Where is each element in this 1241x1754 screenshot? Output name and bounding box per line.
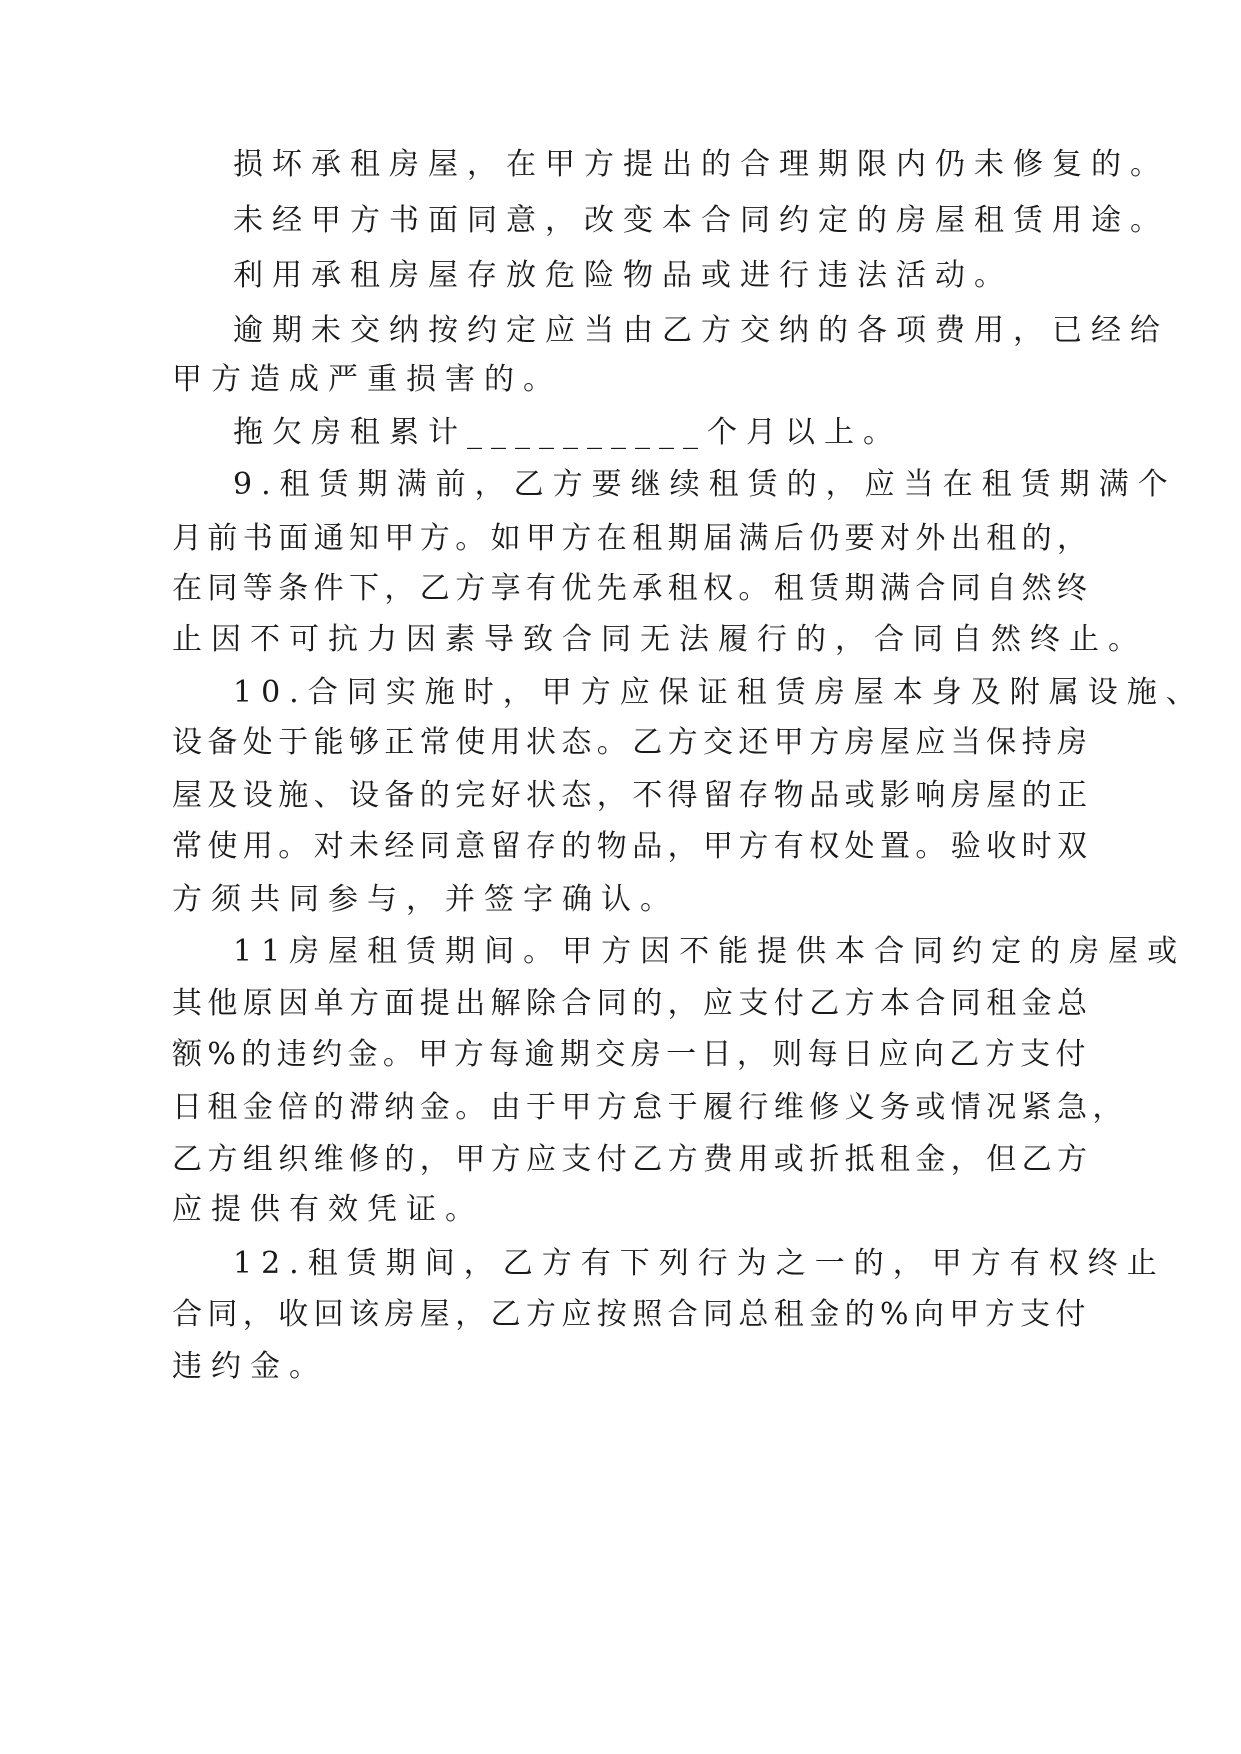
text-line: 止因不可抗力因素导致合同无法履行的，合同自然终止。 bbox=[172, 622, 1147, 657]
text-line: 10.合同实施时，甲方应保证租赁房屋本身及附属设施、 bbox=[233, 675, 1205, 710]
text-line: 常使用。对未经同意留存的物品，甲方有权处置。验收时双 bbox=[172, 829, 1093, 864]
text-line: 逾期未交纳按约定应当由乙方交纳的各项费用，已经给 bbox=[233, 313, 1169, 348]
text-line: 月前书面通知甲方。如甲方在租期届满后仍要对外出租的， bbox=[172, 521, 1093, 556]
text-line: 屋及设施、设备的完好状态，不得留存物品或影响房屋的正 bbox=[172, 778, 1093, 813]
text-line: 方须共同参与，并签字确认。 bbox=[172, 882, 679, 917]
text-line: 违约金。 bbox=[172, 1349, 328, 1384]
text-line: 额%的违约金。甲方每逾期交房一日，则每日应向乙方支付 bbox=[172, 1037, 1091, 1072]
text-line: 12.租赁期间，乙方有下列行为之一的，甲方有权终止 bbox=[233, 1246, 1166, 1281]
text-line: 设备处于能够正常使用状态。乙方交还甲方房屋应当保持房 bbox=[172, 725, 1093, 760]
text-line: 拖欠房租累计__________个月以上。 bbox=[233, 415, 902, 450]
text-line: 11房屋租赁期间。甲方因不能提供本合同约定的房屋或 bbox=[233, 934, 1187, 969]
text-line: 甲方造成严重损害的。 bbox=[172, 362, 562, 397]
text-line: 9.租赁期满前，乙方要继续租赁的，应当在租赁期满个 bbox=[233, 467, 1177, 502]
text-line: 日租金倍的滞纳金。由于甲方怠于履行维修义务或情况紧急， bbox=[172, 1090, 1128, 1125]
text-line: 合同，收回该房屋，乙方应按照合同总租金的%向甲方支付 bbox=[172, 1297, 1091, 1332]
text-line: 未经甲方书面同意，改变本合同约定的房屋租赁用途。 bbox=[233, 203, 1169, 238]
text-line: 利用承租房屋存放危险物品或进行违法活动。 bbox=[233, 258, 1013, 293]
text-line: 损坏承租房屋，在甲方提出的合理期限内仍未修复的。 bbox=[233, 147, 1169, 182]
text-line: 其他原因单方面提出解除合同的，应支付乙方本合同租金总 bbox=[172, 986, 1093, 1021]
text-line: 在同等条件下，乙方享有优先承租权。租赁期满合同自然终 bbox=[172, 571, 1093, 606]
text-line: 应提供有效凭证。 bbox=[172, 1192, 484, 1227]
text-line: 乙方组织维修的，甲方应支付乙方费用或折抵租金，但乙方 bbox=[172, 1142, 1093, 1177]
